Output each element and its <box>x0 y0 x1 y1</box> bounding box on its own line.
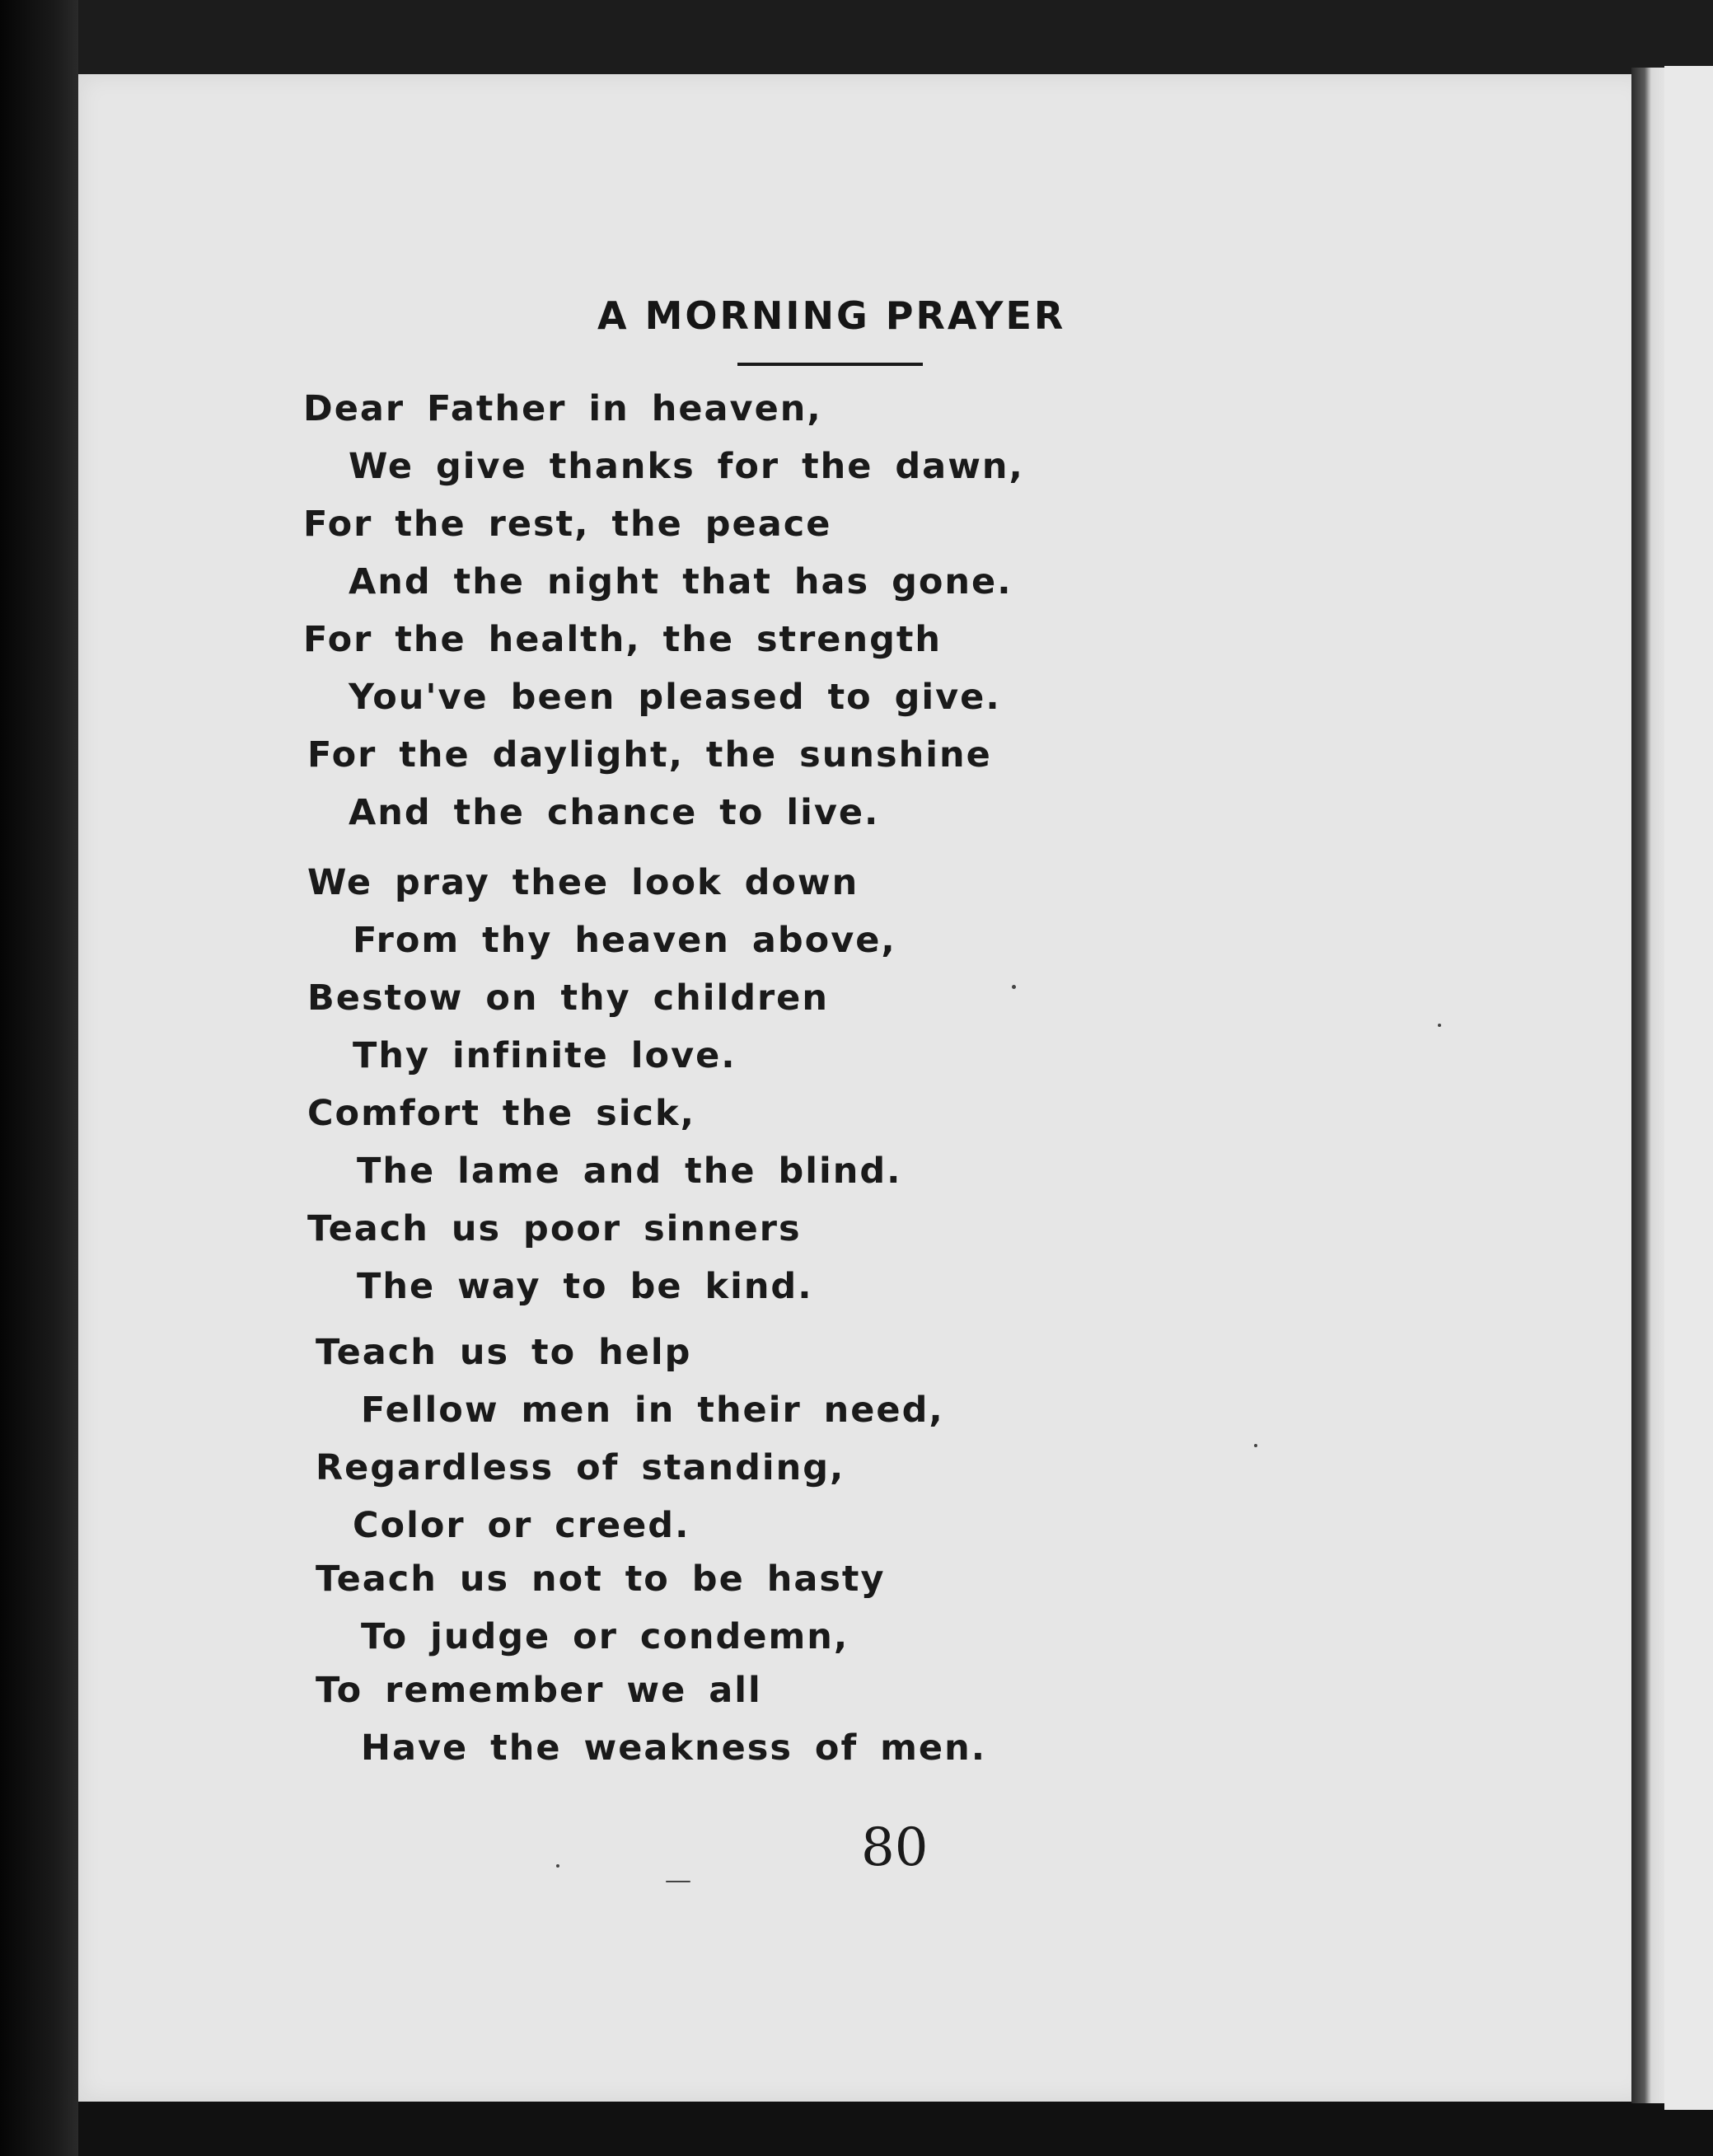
poem-line: To remember we all <box>316 1670 762 1711</box>
poem-line: For the daylight, the sunshine <box>307 734 992 776</box>
poem-line: Comfort the sick, <box>307 1093 695 1134</box>
poem-line: Teach us poor sinners <box>307 1208 802 1249</box>
print-speck <box>556 1864 559 1868</box>
poem-line: Dear Father in heaven, <box>303 388 822 429</box>
print-speck <box>1254 1444 1257 1447</box>
poem-line: Color or creed. <box>353 1505 690 1546</box>
poem-line: We give thanks for the dawn, <box>349 446 1024 487</box>
poem-line: You've been pleased to give. <box>349 677 1001 718</box>
facing-page-edge <box>1664 66 1713 2110</box>
poem-line: And the night that has gone. <box>349 561 1013 602</box>
poem-line: Teach us to help <box>316 1332 692 1373</box>
print-speck <box>1012 985 1016 989</box>
book-binding-shadow <box>0 0 78 2156</box>
poem-line: We pray thee look down <box>307 862 859 903</box>
poem-line: Bestow on thy children <box>307 977 829 1019</box>
book-page <box>78 74 1648 2102</box>
page-gutter <box>1631 68 1664 2103</box>
poem-line: And the chance to live. <box>349 792 880 833</box>
poem-line: For the rest, the peace <box>303 504 832 545</box>
poem-line: From thy heaven above, <box>353 920 896 961</box>
poem-line: Have the weakness of men. <box>361 1727 987 1769</box>
poem-title: A MORNING PRAYER <box>597 293 1066 338</box>
poem-line: For the health, the strength <box>303 619 943 660</box>
print-speck <box>666 1881 690 1882</box>
poem-line: Regardless of standing, <box>316 1447 845 1488</box>
title-underline <box>737 363 923 366</box>
poem-line: Thy infinite love. <box>353 1035 737 1076</box>
poem-line: The lame and the blind. <box>357 1151 902 1192</box>
poem-line: Fellow men in their need, <box>361 1390 944 1431</box>
poem-line: To judge or condemn, <box>361 1616 849 1657</box>
page-number: 80 <box>861 1817 929 1878</box>
poem-line: Teach us not to be hasty <box>316 1558 886 1600</box>
print-speck <box>1438 1024 1441 1027</box>
poem-line: The way to be kind. <box>357 1266 813 1307</box>
